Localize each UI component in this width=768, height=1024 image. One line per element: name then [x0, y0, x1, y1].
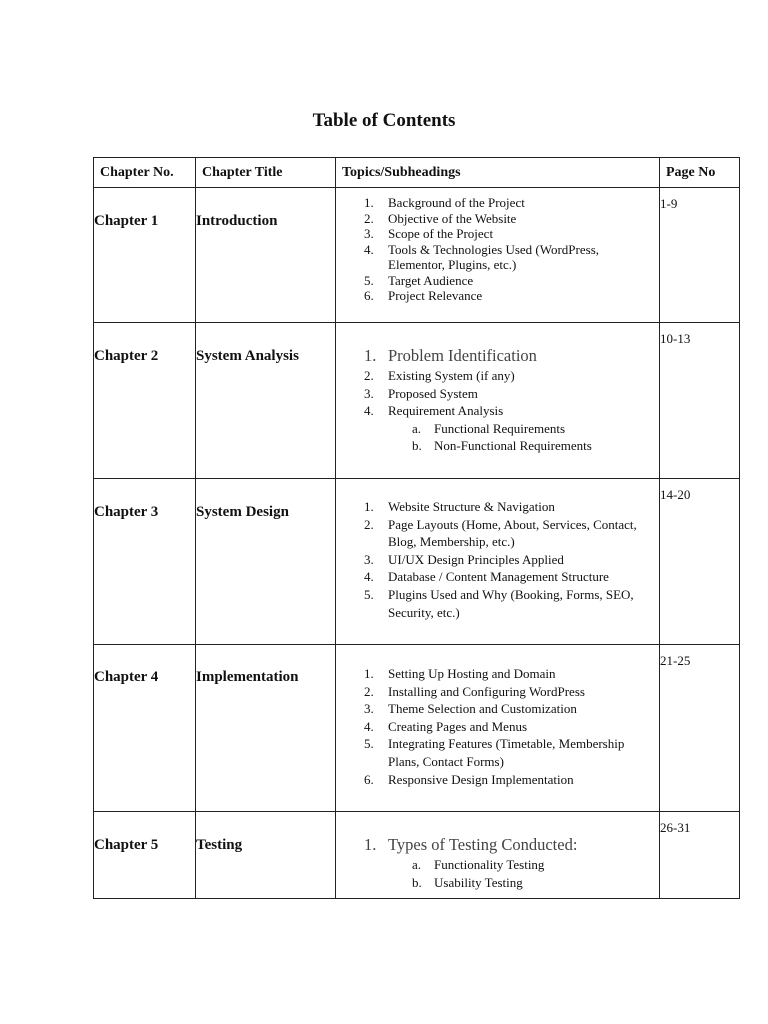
- chapter-topics: [336, 188, 660, 323]
- chapter-number: Chapter 5: [94, 812, 196, 899]
- list-item: 2. Installing and Configuring WordPress: [364, 683, 585, 699]
- chapter-title: Implementation: [196, 645, 336, 812]
- table-row: [94, 645, 740, 812]
- list-item: 4. Creating Pages and Menus: [364, 718, 528, 734]
- chapter-topics: [336, 479, 660, 645]
- list-item: 1. Setting Up Hosting and Domain: [364, 666, 556, 681]
- table-row: [94, 323, 740, 479]
- list-item: 1. Website Structure & Navigation: [364, 499, 555, 514]
- list-item: 4. Database / Content Management Structure: [364, 569, 609, 585]
- sub-list-item: a. Functionality Testing: [412, 857, 545, 872]
- table-row: [94, 479, 740, 645]
- list-item: 2. Page Layouts (Home, About, Services, Contact, Blog, Membership, etc.): [364, 516, 637, 550]
- page-range: 14-20: [660, 479, 740, 645]
- chapter-topics: [336, 323, 660, 479]
- list-item: 1. Problem Identification: [364, 346, 537, 365]
- sub-list-item: b. Usability Testing: [412, 874, 523, 890]
- page-title: Table of Contents: [312, 110, 456, 131]
- chapter-title: Testing: [196, 812, 336, 899]
- list-item: 3. Theme Selection and Customization: [364, 701, 577, 717]
- list-item: 4. Requirement Analysis: [364, 403, 504, 419]
- page-range: 1-9: [660, 188, 740, 323]
- table-row: [94, 188, 740, 323]
- table-header-row: [94, 158, 740, 188]
- page-range: 26-31: [660, 812, 740, 899]
- list-item: 5. Target Audience: [364, 272, 474, 288]
- list-item: 5. Integrating Features (Timetable, Membership Plans, Contact Forms): [364, 736, 625, 769]
- chapter-topics: [336, 812, 660, 899]
- header-topics: Topics/Subheadings: [336, 158, 660, 188]
- header-chapter-title: Chapter Title: [196, 158, 336, 188]
- list-item: 4. Tools & Technologies Used (WordPress, Elementor, Plugins, etc.): [364, 241, 600, 272]
- chapter-number: Chapter 4: [94, 645, 196, 812]
- list-item: 2. Existing System (if any): [364, 368, 515, 383]
- chapter-number: Chapter 1: [94, 188, 196, 323]
- chapter-title: Introduction: [196, 188, 336, 323]
- toc-table: [93, 157, 740, 899]
- chapter-number: Chapter 2: [94, 323, 196, 479]
- page-range: 21-25: [660, 645, 740, 812]
- table-row: [94, 812, 740, 899]
- list-item: 5. Plugins Used and Why (Booking, Forms, SEO, Security, etc.): [364, 586, 634, 620]
- list-item: 2. Objective of the Website: [364, 210, 517, 226]
- chapter-number: Chapter 3: [94, 479, 196, 645]
- sub-list-item: b. Non-Functional Requirements: [412, 438, 592, 454]
- list-item: 6. Project Relevance: [364, 288, 483, 303]
- list-item: 6. Responsive Design Implementation: [364, 771, 574, 787]
- list-item: 3. UI/UX Design Principles Applied: [364, 551, 564, 567]
- header-chapter-no: Chapter No.: [94, 158, 196, 188]
- header-page-no: Page No: [660, 158, 740, 188]
- list-item: 3. Scope of the Project: [364, 226, 494, 241]
- list-item: 1. Types of Testing Conducted:: [364, 835, 578, 854]
- chapter-topics: [336, 645, 660, 812]
- sub-list-item: a. Functional Requirements: [412, 420, 566, 436]
- list-item: 3. Proposed System: [364, 385, 478, 401]
- page-range: 10-13: [660, 323, 740, 479]
- chapter-title: System Analysis: [196, 323, 336, 479]
- chapter-title: System Design: [196, 479, 336, 645]
- list-item: 1. Background of the Project: [364, 195, 525, 210]
